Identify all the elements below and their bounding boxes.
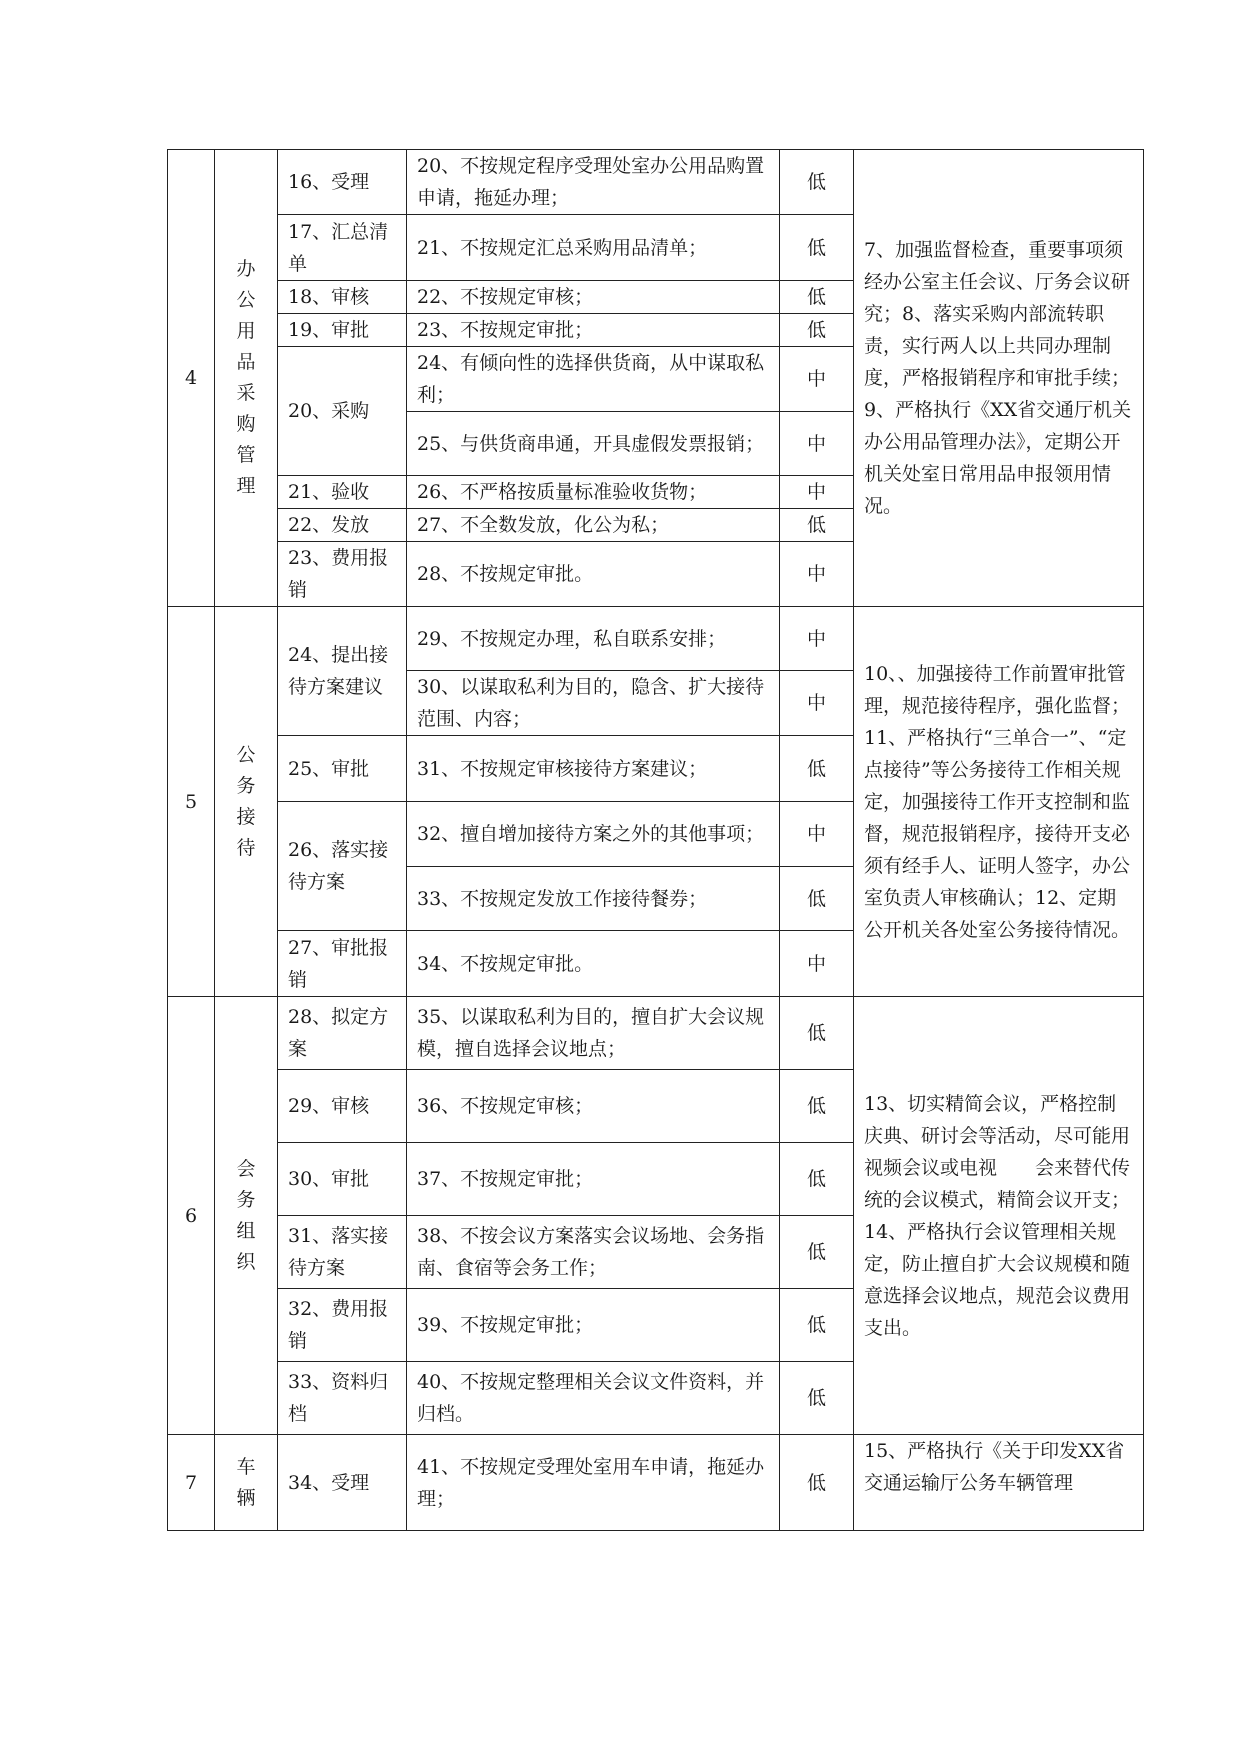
risk-description: 30、以谋取私利为目的，隐含、扩大接待范围、内容； bbox=[407, 671, 780, 736]
control-measures: 15、严格执行《关于印发XX省交通运输厅公务车辆管理 bbox=[854, 1435, 1144, 1531]
section-number: 4 bbox=[168, 150, 215, 607]
section-category-label: 办公用品采购管理 bbox=[236, 258, 256, 497]
section-number: 7 bbox=[168, 1435, 215, 1531]
process-step: 24、提出接待方案建议 bbox=[278, 607, 407, 736]
risk-description: 28、不按规定审批。 bbox=[407, 542, 780, 607]
process-step: 16、受理 bbox=[278, 150, 407, 215]
risk-level: 低 bbox=[780, 1143, 854, 1216]
section-number: 5 bbox=[168, 607, 215, 997]
risk-level: 低 bbox=[780, 1216, 854, 1289]
risk-level: 中 bbox=[780, 607, 854, 671]
risk-level: 中 bbox=[780, 802, 854, 867]
risk-description: 20、不按规定程序受理处室办公用品购置申请，拖延办理； bbox=[407, 150, 780, 215]
section-category bbox=[215, 997, 278, 1435]
risk-level: 低 bbox=[780, 1289, 854, 1362]
risk-level: 低 bbox=[780, 314, 854, 347]
risk-level: 低 bbox=[780, 281, 854, 314]
process-step: 31、落实接待方案 bbox=[278, 1216, 407, 1289]
risk-level: 中 bbox=[780, 412, 854, 476]
table-row bbox=[168, 1435, 1144, 1531]
risk-level: 中 bbox=[780, 476, 854, 509]
risk-level: 低 bbox=[780, 867, 854, 931]
risk-description: 22、不按规定审核； bbox=[407, 281, 780, 314]
risk-description: 38、不按会议方案落实会议场地、会务指南、食宿等会务工作； bbox=[407, 1216, 780, 1289]
section-number: 6 bbox=[168, 997, 215, 1435]
process-step: 21、验收 bbox=[278, 476, 407, 509]
risk-description: 35、以谋取私利为目的，擅自扩大会议规模，擅自选择会议地点； bbox=[407, 997, 780, 1070]
process-step: 25、审批 bbox=[278, 736, 407, 802]
process-step: 22、发放 bbox=[278, 509, 407, 542]
process-step: 23、费用报销 bbox=[278, 542, 407, 607]
risk-description: 23、不按规定审批； bbox=[407, 314, 780, 347]
table-row bbox=[168, 607, 1144, 671]
process-step: 18、审核 bbox=[278, 281, 407, 314]
risk-level: 低 bbox=[780, 1362, 854, 1435]
process-step: 34、受理 bbox=[278, 1435, 407, 1531]
process-step: 26、落实接待方案 bbox=[278, 802, 407, 931]
process-step: 27、审批报销 bbox=[278, 931, 407, 997]
risk-level: 中 bbox=[780, 931, 854, 997]
risk-description: 33、不按规定发放工作接待餐券； bbox=[407, 867, 780, 931]
risk-level: 中 bbox=[780, 671, 854, 736]
table-body bbox=[168, 150, 1144, 1531]
risk-description: 39、不按规定审批； bbox=[407, 1289, 780, 1362]
risk-level: 低 bbox=[780, 1070, 854, 1143]
risk-description: 29、不按规定办理，私自联系安排； bbox=[407, 607, 780, 671]
risk-description: 32、擅自增加接待方案之外的其他事项； bbox=[407, 802, 780, 867]
risk-control-table bbox=[167, 149, 1144, 1531]
section-category bbox=[215, 150, 278, 607]
process-step: 17、汇总清单 bbox=[278, 215, 407, 281]
risk-level: 低 bbox=[780, 997, 854, 1070]
risk-level: 低 bbox=[780, 150, 854, 215]
risk-description: 34、不按规定审批。 bbox=[407, 931, 780, 997]
risk-description: 27、不全数发放，化公为私； bbox=[407, 509, 780, 542]
section-category bbox=[215, 607, 278, 997]
risk-level: 低 bbox=[780, 509, 854, 542]
section-category-label: 车辆 bbox=[236, 1455, 256, 1509]
control-measures: 13、切实精简会议，严格控制庆典、研讨会等活动，尽可能用视频会议或电视 会来替代传统的会议模式，精简会议开支；14、严格执行会议管理相关规定，防止擅自扩大会议规模和随意选择会议地点，规范会议费用支出。 bbox=[854, 997, 1144, 1435]
section-category bbox=[215, 1435, 278, 1531]
control-measures: 10、、加强接待工作前置审批管理，规范接待程序，强化监督；11、严格执行“三单合一”、“定点接待”等公务接待工作相关规定，加强接待工作开支控制和监督，规范报销程序，接待开支必须有经手人、证明人签字，办公室负责人审核确认；12、定期公开机关各处室公务接待情况。 bbox=[854, 607, 1144, 997]
risk-description: 25、与供货商串通，开具虚假发票报销； bbox=[407, 412, 780, 476]
process-step: 28、拟定方案 bbox=[278, 997, 407, 1070]
risk-level: 低 bbox=[780, 1435, 854, 1531]
risk-description: 26、不严格按质量标准验收货物； bbox=[407, 476, 780, 509]
control-measures: 7、加强监督检查，重要事项须经办公室主任会议、厅务会议研究；8、落实采购内部流转职责，实行两人以上共同办理制度，严格报销程序和审批手续；9、严格执行《XX省交通厅机关办公用品管理办法》，定期公开机关处室日常用品申报领用情况。 bbox=[854, 150, 1144, 607]
process-step: 32、费用报销 bbox=[278, 1289, 407, 1362]
risk-description: 40、不按规定整理相关会议文件资料，并归档。 bbox=[407, 1362, 780, 1435]
risk-level: 中 bbox=[780, 542, 854, 607]
risk-level: 中 bbox=[780, 347, 854, 412]
process-step: 29、审核 bbox=[278, 1070, 407, 1143]
section-category-label: 公务接待 bbox=[236, 743, 256, 859]
table-row bbox=[168, 997, 1144, 1070]
process-step: 20、采购 bbox=[278, 347, 407, 476]
risk-description: 37、不按规定审批； bbox=[407, 1143, 780, 1216]
process-step: 19、审批 bbox=[278, 314, 407, 347]
risk-description: 21、不按规定汇总采购用品清单； bbox=[407, 215, 780, 281]
risk-description: 36、不按规定审核； bbox=[407, 1070, 780, 1143]
process-step: 33、资料归档 bbox=[278, 1362, 407, 1435]
risk-description: 31、不按规定审核接待方案建议； bbox=[407, 736, 780, 802]
risk-description: 41、不按规定受理处室用车申请，拖延办理； bbox=[407, 1435, 780, 1531]
risk-level: 低 bbox=[780, 215, 854, 281]
risk-level: 低 bbox=[780, 736, 854, 802]
table-row bbox=[168, 150, 1144, 215]
process-step: 30、审批 bbox=[278, 1143, 407, 1216]
section-category-label: 会务组织 bbox=[236, 1157, 256, 1273]
risk-description: 24、有倾向性的选择供货商，从中谋取私利； bbox=[407, 347, 780, 412]
